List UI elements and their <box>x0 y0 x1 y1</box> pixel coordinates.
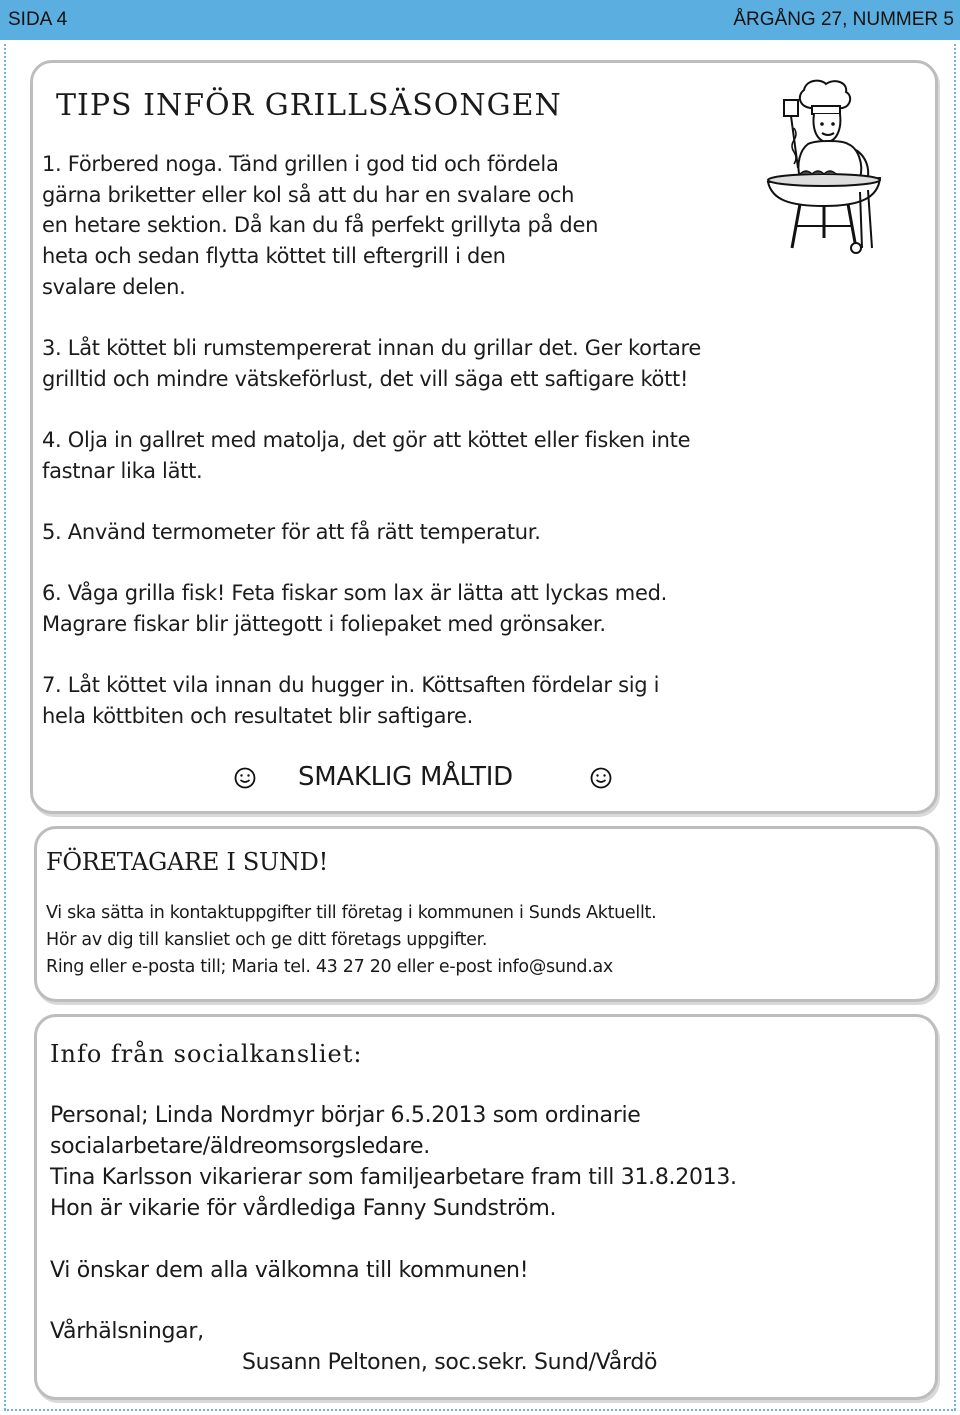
social-line: Vi önskar dem alla välkomna till kommunen! <box>50 1258 529 1283</box>
tip-line: 6. Våga grilla fisk! Feta fiskar som lax är lätta att lyckas med. <box>42 581 667 605</box>
socialkansliet-title: Info från socialkansliet: <box>50 1040 363 1068</box>
social-greeting: Vårhälsningar, <box>50 1319 204 1344</box>
dotted-border-bottom <box>4 1409 956 1411</box>
tip-line: 4. Olja in gallret med matolja, det gör att köttet eller fisken inte <box>42 428 691 452</box>
tip-line: en hetare sektion. Då kan du få perfekt grillyta på den <box>42 213 599 237</box>
social-line: Tina Karlsson vikarierar som familjearbetare fram till 31.8.2013. <box>50 1165 737 1190</box>
tip-line: svalare delen. <box>42 275 186 299</box>
tip-line: fastnar lika lätt. <box>42 459 203 483</box>
tip-line: 7. Låt köttet vila innan du hugger in. Köttsaften fördelar sig i <box>42 673 660 697</box>
grill-tips-title: TIPS INFÖR GRILLSÄSONGEN <box>56 88 562 123</box>
dotted-border-right <box>954 44 956 1410</box>
tip-line: Magrare fiskar blir jättegott i foliepaket med grönsaker. <box>42 612 606 636</box>
tip-line: 1. Förbered noga. Tänd grillen i god tid och fördela <box>42 152 559 176</box>
social-line: Hon är vikarie för vårdlediga Fanny Sundström. <box>50 1196 557 1221</box>
tip-line: 5. Använd termometer för att få rätt temperatur. <box>42 520 541 544</box>
social-line: Personal; Linda Nordmyr börjar 6.5.2013 som ordinarie <box>50 1103 641 1128</box>
tip-line: 3. Låt köttet bli rumstempererat innan du grillar det. Ger kortare <box>42 336 702 360</box>
page-header <box>0 0 960 40</box>
social-signature: Susann Peltonen, soc.sekr. Sund/Vårdö <box>242 1350 658 1375</box>
issue-info: ÅRGÅNG 27, NUMMER 5 <box>733 9 954 30</box>
foretagare-line: Vi ska sätta in kontaktuppgifter till företag i kommunen i Sunds Aktuellt. <box>46 903 657 923</box>
tip-line: grilltid och mindre vätskeförlust, det vill säga ett saftigare kött! <box>42 367 689 391</box>
tip-line: heta och sedan flytta köttet till eftergrill i den <box>42 244 506 268</box>
smiley-icon <box>590 767 612 789</box>
dotted-border-left <box>4 44 6 1410</box>
chef-grilling-illustration <box>760 78 886 256</box>
foretagare-line: Hör av dig till kansliet och ge ditt företags uppgifter. <box>46 930 488 950</box>
foretagare-line: Ring eller e-posta till; Maria tel. 43 27 20 eller e-post info@sund.ax <box>46 957 613 977</box>
smaklig-maltid: SMAKLIG MÅLTID <box>298 762 513 792</box>
tip-line: gärna briketter eller kol så att du har en svalare och <box>42 183 575 207</box>
page-number: SIDA 4 <box>8 9 68 30</box>
smiley-icon <box>234 767 256 789</box>
social-line: socialarbetare/äldreomsorgsledare. <box>50 1134 430 1159</box>
foretagare-title: FÖRETAGARE I SUND! <box>46 848 328 876</box>
tip-line: hela köttbiten och resultatet blir saftigare. <box>42 704 474 728</box>
